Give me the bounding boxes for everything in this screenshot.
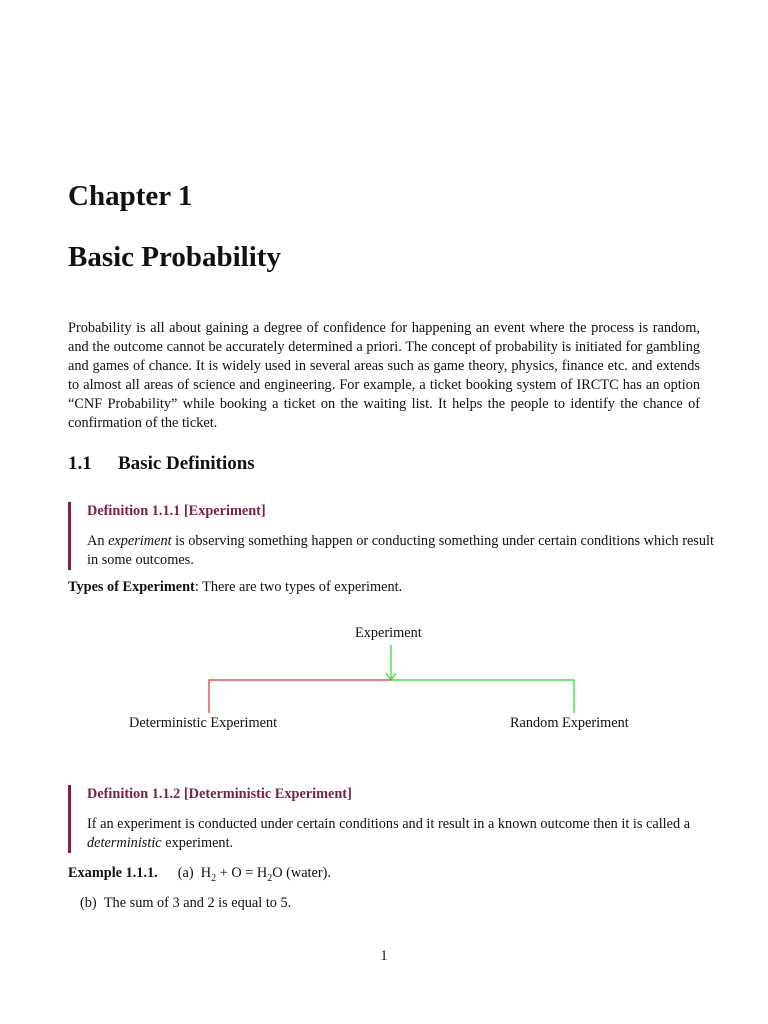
example-label: Example 1.1.1. [68,865,158,881]
intro-paragraph: Probability is all about gaining a degree of confidence for happening an event where the process is random, and the outcome cannot be accurately determined a priori. The concept of probability is initiated for gambling and games of chance. It is widely used in several areas such as game theory, physics, finance etc. and extends to almost all areas of science and engineering. For example, a ticket booking system of IRCTC has an option “CNF Probability” while booking a ticket on the waiting list. It helps the people to identify the chance of confirmation of the ticket. [68,320,700,431]
definition-text [87,815,719,853]
definition-text-post: is observing something happen or conducting something under certain conditions which result in some outcomes. [87,533,714,568]
example-item-b-text: The sum of 3 and 2 is equal to 5. [103,895,292,911]
left-branch [209,680,391,713]
types-label: Types of Experiment [68,579,195,595]
definition-title: Definition 1.1.1 [Experiment] [87,503,266,519]
right-branch [391,680,574,713]
diagram-root-node: Experiment [355,625,422,641]
example-item-a-suffix: (water). [286,865,331,881]
definition-term: deterministic [87,835,162,851]
chapter-label: Chapter 1 [68,180,193,212]
example-1-1-1 [68,864,331,888]
diagram-left-node: Deterministic Experiment [129,715,278,731]
example-item-a-marker: (a) [177,865,194,881]
definition-text-post: experiment. [161,835,234,851]
definition-text-pre: If an experiment is conducted under certain conditions and it result in a known outcome then it is called a [87,816,691,832]
types-text: : There are two types of experiment. [194,579,403,595]
definition-box-deterministic [68,785,719,853]
diagram-right-node: Random Experiment [510,715,629,731]
definition-term: experiment [108,533,172,549]
chapter-title: Basic Probability [68,241,281,273]
example-item-b-marker: (b) [80,895,97,911]
example-item-b [80,894,291,913]
definition-title: Definition 1.1.2 [Deterministic Experiment] [87,786,352,802]
chemical-equation: $H_2 + O = H_2O$ [200,865,283,884]
section-title: Basic Definitions [118,453,255,474]
page-number: 1 [380,948,388,964]
section-number: 1.1 [68,453,92,474]
definition-text-pre: An [87,533,109,549]
